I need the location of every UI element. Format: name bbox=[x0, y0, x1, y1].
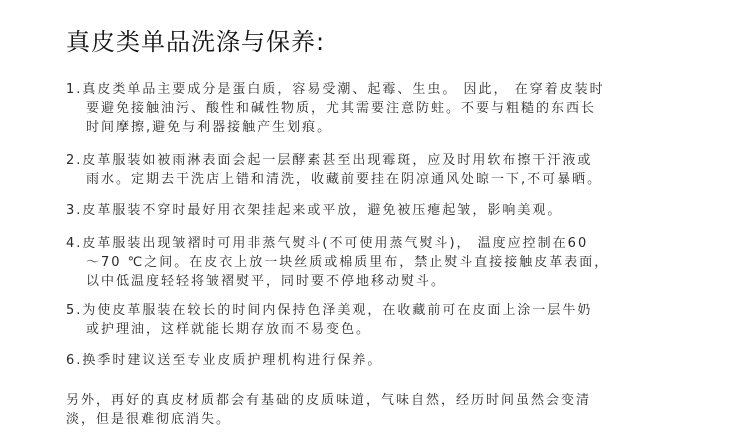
care-item-5-line-2: 或护理油，这样就能长期存放而不易变色。 bbox=[86, 322, 372, 337]
care-item-4 bbox=[66, 234, 696, 291]
care-item-2-line-1: 2.皮革服装如被雨淋表面会起一层酵素甚至出现霉斑，应及时用软布擦干汗液或 bbox=[66, 153, 593, 168]
footer-note bbox=[66, 391, 696, 429]
page-title: 真皮类单品洗涤与保养: bbox=[66, 28, 326, 56]
care-item-2 bbox=[66, 151, 696, 189]
care-item-6 bbox=[66, 351, 696, 370]
footer-note-line-2: 淡，但是很难彻底消失。 bbox=[66, 412, 232, 427]
care-item-1-line-1: 1.真皮类单品主要成分是蛋白质，容易受潮、起霉、生虫。 因此， 在穿着皮装时 bbox=[66, 82, 605, 97]
care-item-5 bbox=[66, 301, 696, 339]
care-item-4-line-1: 4.皮革服装出现皱褶时可用非蒸气熨斗(不可使用蒸气熨斗)， 温度应控制在60 bbox=[66, 236, 589, 251]
care-item-4-line-2: ～70 ℃之间。在皮衣上放一块丝质或棉质里布，禁止熨斗直接接触皮革表面， bbox=[86, 255, 610, 270]
care-item-6-line-1: 6.换季时建议送至专业皮质护理机构进行保养。 bbox=[66, 353, 383, 368]
care-item-1-line-2: 要避免接触油污、酸性和碱性物质，尤其需要注意防蛀。不要与粗糙的东西长 bbox=[86, 101, 597, 116]
care-item-4-line-3: 以中低温度轻轻将皱褶熨平，同时要不停地移动熨斗。 bbox=[86, 274, 447, 289]
care-item-1 bbox=[66, 80, 696, 137]
care-item-5-line-1: 5.为使皮革服装在较长的时间内保持色泽美观，在收藏前可在皮面上涂一层牛奶 bbox=[66, 303, 593, 318]
care-item-3 bbox=[66, 201, 696, 220]
care-item-3-line-1: 3.皮革服装不穿时最好用衣架挂起来或平放，避免被压瘪起皱，影响美观。 bbox=[66, 203, 563, 218]
footer-note-line-1: 另外，再好的真皮材质都会有基础的皮质味道，气味自然，经历时间虽然会变清 bbox=[66, 393, 592, 408]
care-item-2-line-2: 雨水。定期去干洗店上错和清洗，收藏前要挂在阴凉通风处晾一下,不可暴晒。 bbox=[86, 172, 603, 187]
care-item-1-line-3: 时间摩擦,避免与利器接触产生划痕。 bbox=[86, 120, 333, 135]
